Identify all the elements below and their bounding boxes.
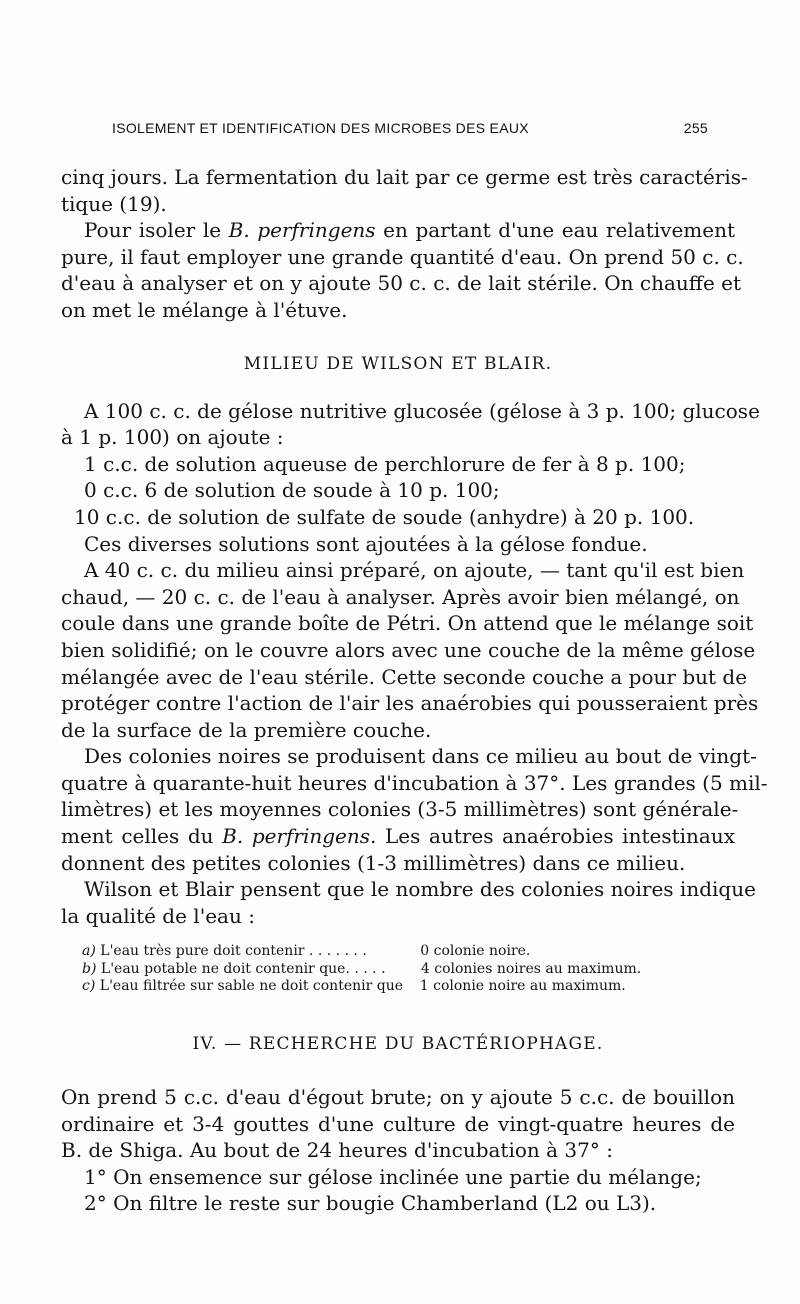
text-line: ment celles du B. perfringens. Les autres anaérobies intestinaux bbox=[61, 824, 735, 849]
text-line: A 40 c. c. du milieu ainsi préparé, on ajoute, — tant qu'il est bien bbox=[84, 558, 745, 583]
paragraph-2 bbox=[61, 217, 744, 323]
text-line: 0 c.c. 6 de solution de soude à 10 p. 100; bbox=[84, 478, 500, 503]
text-line: ordinaire et 3-4 gouttes d'une culture de vingt-quatre heures de bbox=[61, 1111, 735, 1136]
text-line: protéger contre l'action de l'air les anaérobies qui pousseraient près bbox=[61, 691, 759, 716]
colony-criteria-list bbox=[61, 943, 735, 996]
text-line: on met le mélange à l'étuve. bbox=[61, 297, 348, 322]
page-body bbox=[61, 164, 768, 1217]
text-line: 10 c.c. de solution de sulfate de soude (anhydre) à 20 p. 100. bbox=[74, 504, 695, 529]
page-number: 255 bbox=[683, 120, 708, 136]
paragraph-5 bbox=[61, 743, 768, 876]
text-line: cinq jours. La fermentation du lait par ce germe est très caractéris- bbox=[61, 165, 748, 189]
paragraph-6 bbox=[61, 876, 756, 929]
section-heading-wilson-blair: MILIEU DE WILSON ET BLAIR. bbox=[243, 353, 553, 374]
text-line: mélangée avec de l'eau stérile. Cette seconde couche a pour but de bbox=[61, 664, 748, 689]
running-title: ISOLEMENT ET IDENTIFICATION DES MICROBES DES EAUX bbox=[112, 120, 529, 136]
text-line: pure, il faut employer une grande quantité d'eau. On prend 50 c. c. bbox=[61, 244, 744, 269]
paragraph-3 bbox=[61, 398, 760, 558]
text-line: chaud, — 20 c. c. de l'eau à analyser. Après avoir bien mélangé, on bbox=[61, 584, 740, 609]
paragraph-4 bbox=[61, 557, 759, 743]
text-line: limètres) et les moyennes colonies (3-5 millimètres) sont générale- bbox=[61, 797, 739, 822]
text-line: donnent des petites colonies (1-3 millimètres) dans ce milieu. bbox=[61, 850, 686, 875]
text-line: d'eau à analyser et on y ajoute 50 c. c. de lait stérile. On chauffe et bbox=[61, 271, 742, 296]
text-line: 1 c.c. de solution aqueuse de perchlorure de fer à 8 p. 100; bbox=[84, 451, 686, 476]
text-line: quatre à quarante-huit heures d'incubation à 37°. Les grandes (5 mil- bbox=[61, 770, 768, 795]
text-line: Pour isoler le B. perfringens en partant d'une eau relativement bbox=[84, 218, 735, 243]
text-line: Wilson et Blair pensent que le nombre des colonies noires indique bbox=[84, 877, 756, 902]
text-line: 2° On filtre le reste sur bougie Chamberland (L2 ou L3). bbox=[84, 1191, 657, 1216]
text-line: de la surface de la première couche. bbox=[61, 717, 432, 742]
paragraph-1 bbox=[61, 164, 748, 217]
list-item: a) L'eau très pure doit contenir . . . . . . . 0 colonie noire. bbox=[82, 943, 531, 960]
text-line: coule dans une grande boîte de Pétri. On attend que le mélange soit bbox=[61, 611, 754, 636]
list-item: c) L'eau filtrée sur sable ne doit contenir que 1 colonie noire au maximum. bbox=[82, 978, 626, 995]
text-line: la qualité de l'eau : bbox=[61, 903, 255, 928]
text-line: Des colonies noires se produisent dans ce milieu au bout de vingt- bbox=[84, 744, 757, 769]
text-line: à 1 p. 100) on ajoute : bbox=[61, 425, 284, 450]
text-line: 1° On ensemence sur gélose inclinée une partie du mélange; bbox=[84, 1164, 702, 1189]
paragraph-7 bbox=[61, 1084, 735, 1217]
text-line: A 100 c. c. de gélose nutritive glucosée (gélose à 3 p. 100; glucose bbox=[84, 398, 760, 423]
list-item: b) L'eau potable ne doit contenir que. . . . . 4 colonies noires au maximum. bbox=[82, 960, 642, 977]
text-line: B. de Shiga. Au bout de 24 heures d'incubation à 37° : bbox=[61, 1138, 613, 1163]
species-name: B. perfringens bbox=[228, 218, 376, 243]
text-line: bien solidifié; on le couvre alors avec une couche de la même gélose bbox=[61, 637, 756, 662]
text-line: tique (19). bbox=[61, 191, 167, 216]
section-heading-bacteriophage: IV. — RECHERCHE DU BACTÉRIOPHAGE. bbox=[192, 1033, 604, 1054]
species-name: B. perfringens. bbox=[222, 824, 377, 849]
running-header bbox=[112, 120, 708, 136]
text-line: Ces diverses solutions sont ajoutées à la gélose fondue. bbox=[84, 531, 648, 556]
text-line: On prend 5 c.c. d'eau d'égout brute; on y ajoute 5 c.c. de bouillon bbox=[61, 1084, 735, 1109]
